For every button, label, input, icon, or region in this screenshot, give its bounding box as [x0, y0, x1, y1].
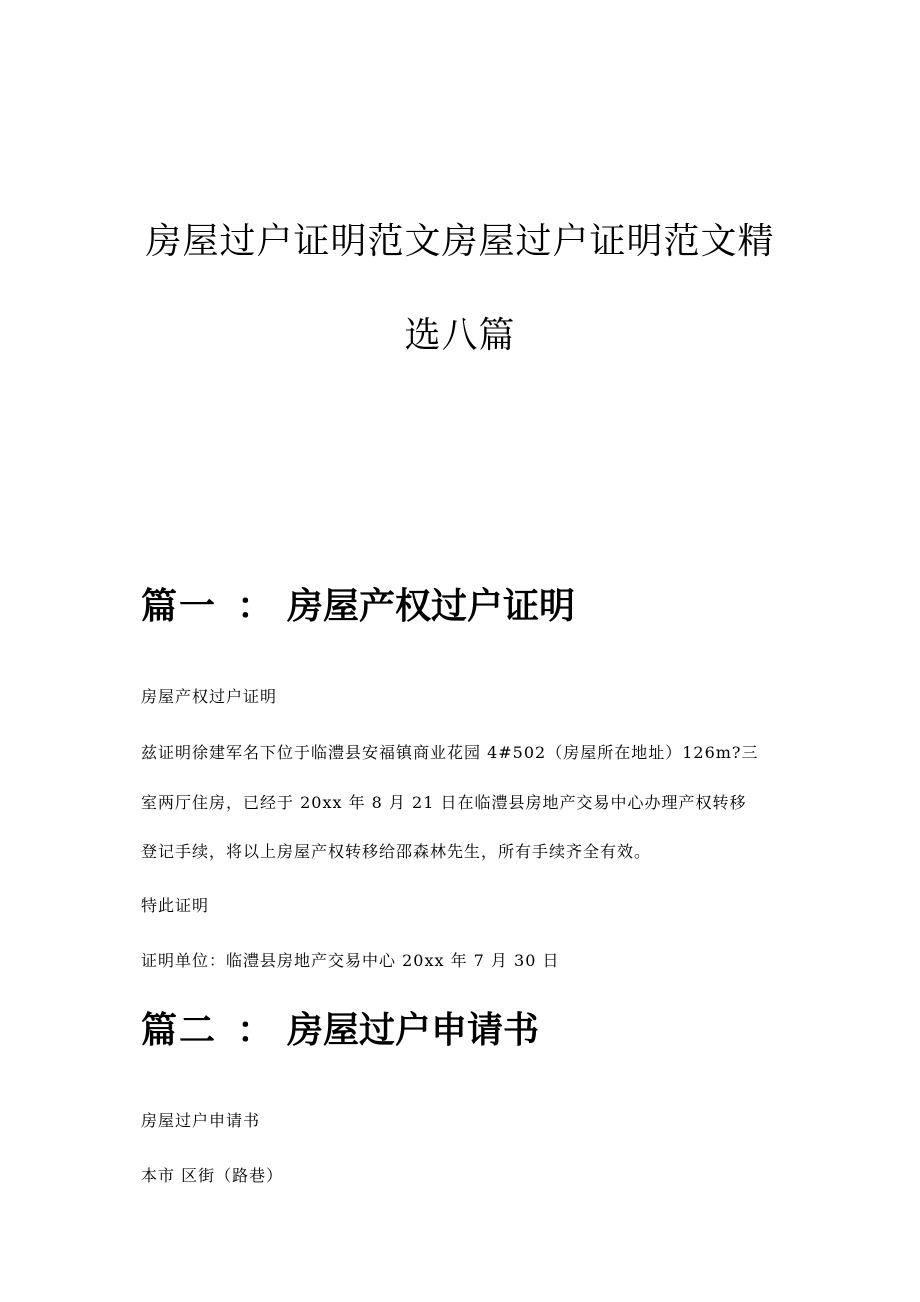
document-title-line-2: 选八篇 [404, 315, 516, 356]
section-1-body-line-1: 兹证明徐建军名下位于临澧县安福镇商业花园 4#502（房屋所在地址）126m?三 [141, 743, 759, 762]
section-2-colon: ： [237, 1009, 274, 1051]
section-1-heading [141, 586, 575, 626]
section-1-closing: 特此证明 [141, 896, 210, 915]
section-2-heading [141, 1010, 539, 1050]
section-1-subtitle: 房屋产权过户证明 [141, 687, 278, 706]
section-1-body-line-2: 室两厅住房，已经于 20xx 年 8 月 21 日在临澧县房地产交易中心办理产权转移 [141, 793, 747, 812]
section-1-colon: ： [237, 585, 274, 627]
section-1-signature: 证明单位：临澧县房地产交易中心 20xx 年 7 月 30 日 [141, 951, 560, 970]
document-title-line-1: 房屋过户证明范文房屋过户证明范文精 [145, 221, 775, 262]
section-2-subtitle: 房屋过户申请书 [141, 1111, 261, 1130]
section-2-address-line: 本市 区街（路巷） [141, 1166, 284, 1185]
section-1-title: 房屋产权过户证明 [287, 585, 576, 627]
section-2-number: 篇二 [141, 1009, 218, 1051]
section-1-number: 篇一 [141, 585, 218, 627]
section-1-body-line-3: 登记手续，将以上房屋产权转移给邵森林先生，所有手续齐全有效。 [141, 842, 652, 861]
section-2-title: 房屋过户申请书 [287, 1009, 540, 1051]
